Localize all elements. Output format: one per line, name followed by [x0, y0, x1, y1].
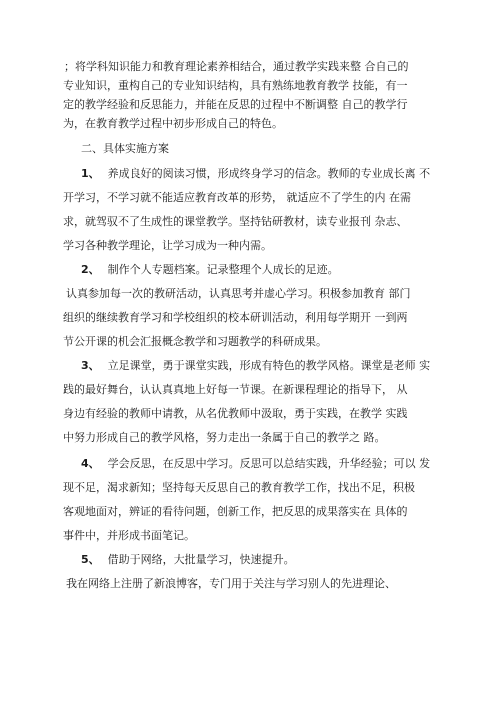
item-4-line-3: 客观地面对，辨证的看待问题，创新工作，把反思的成果落实在 具体的 [63, 505, 408, 518]
item-4-lead: 学会反思，在反思中学习。 [107, 457, 240, 470]
item-3-line-3: 身边有经验的教师中请教，从名优教师中汲取，勇于实践，在教学 实践 [63, 407, 408, 420]
item-5-number: 5、 [81, 553, 100, 566]
item-1-text: 教师的专业成长离 不 [327, 167, 431, 180]
section-heading: 二、具体实施方案 [81, 142, 169, 155]
item-3-text: 课堂是老师 实 [360, 359, 431, 372]
item-5-line-2: 我在网络上注册了新浪博客，专门用于关注与学习别人的先进理论、 [66, 577, 396, 590]
intro-line-1: ；将学科知识能力和教育理论素养相结合，通过教学实践来整 合自己的 [64, 60, 409, 73]
item-2-number: 2、 [81, 263, 100, 276]
item-1-line-2: 开学习，不学习就不能适应教育改革的形势， 就适应不了学生的内 在需 [63, 191, 411, 204]
item-4-line-4: 事件中，并形成书面笔记。 [63, 529, 195, 542]
item-3-number: 3、 [81, 359, 100, 372]
item-3-lead: 立足课堂，勇于课堂实践，形成有特色的教学风格。 [107, 359, 361, 372]
item-5-first-line [81, 553, 295, 567]
intro-line-4: 为，在教育教学过程中初步形成自己的特色。 [63, 117, 283, 130]
item-3-line-4: 中努力形成自己的教学风格，努力走出一条属于自己的教学之 路。 [63, 431, 386, 444]
item-3-line-2: 践的最好舞台，认认真真地上好每一节课。在新课程理论的指导下， 从 [63, 383, 408, 396]
item-2-first-line [81, 263, 339, 277]
item-2-line-2: 认真参加每一次的教研活动，认真思考并虚心学习。积极参加教育 部门 [66, 287, 411, 300]
item-4-text: 反思可以总结实践，升华经验；可以 发 [239, 457, 431, 470]
item-1-first-line [81, 167, 430, 181]
item-2-line-3: 组织的继续教育学习和学校组织的校本研训活动，利用每学期开 一到两 [63, 311, 408, 324]
item-4-first-line [81, 457, 430, 471]
item-1-line-4: 学习各种教学理论，让学习成为一种内需。 [63, 239, 272, 252]
item-1-line-3: 求，就驾驭不了生成性的课堂教学。坚持钻研教材，读专业报刊 杂志、 [63, 215, 408, 228]
item-5-lead: 借助于网络，大批量学习，快速提升。 [107, 553, 295, 566]
item-2-lead: 制作个人专题档案。 [107, 263, 207, 276]
item-2-text: 记录整理个人成长的足迹。 [206, 263, 339, 276]
item-4-line-2: 现不足，渴求新知；坚持每天反思自己的教育教学工作，找出不足，积极 [63, 481, 415, 494]
intro-line-2: 专业知识，重构自己的专业知识结构，具有熟练地教育教学 技能，有一 [63, 79, 408, 92]
item-2-line-4: 节公开课的机会汇报概念教学和习题教学的科研成果。 [63, 335, 327, 348]
item-4-number: 4、 [81, 457, 100, 470]
intro-line-3: 定的教学经验和反思能力，并能在反思的过程中不断调整 自己的教学行 [63, 98, 408, 111]
item-3-first-line [81, 359, 430, 373]
item-1-lead: 养成良好的阅读习惯，形成终身学习的信念。 [107, 167, 328, 180]
item-1-number: 1、 [81, 167, 100, 180]
